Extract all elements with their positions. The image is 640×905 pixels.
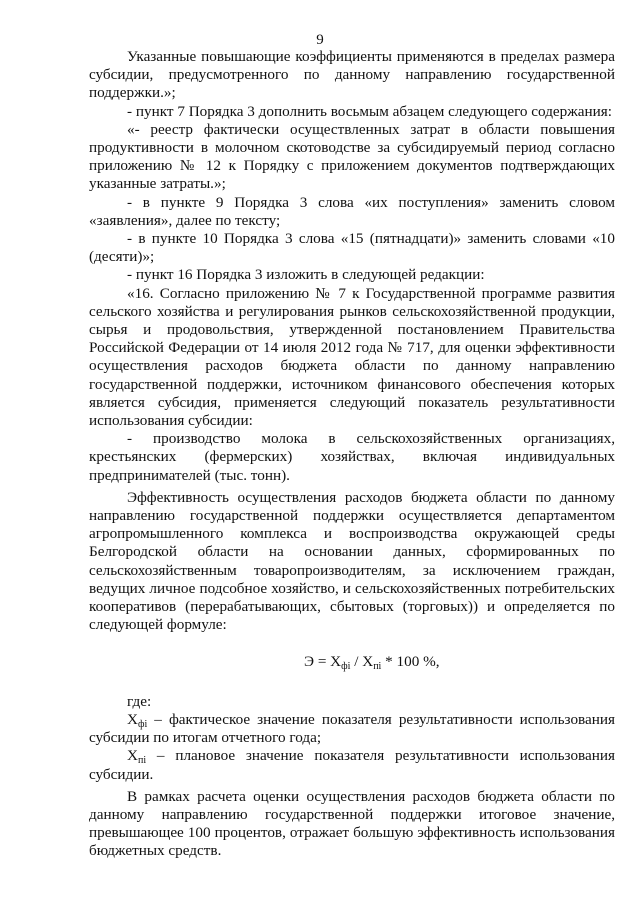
paragraph: - пункт 7 Порядка 3 дополнить восьмым абзацем следующего содержания: xyxy=(127,102,612,120)
definition-planned: $Х_{пi}$ – плановое значение показателя результативности использования субсидии. xyxy=(89,747,615,783)
definition-actual: $Х_{фi}$ – фактическое значение показателя результативности использования субсидии по итогам отчетного года; xyxy=(89,710,615,747)
document-body xyxy=(89,48,615,861)
paragraph: Эффективность осуществления расходов бюджета области по данному направлению государственной поддержки осуществляется департаментом агропромышленного комплекса и воспроизводства окружающей среды Белгородской области на основании данных, сформированных по сельскохозяйственным товаропроизводителям, за исключением граждан, ведущих личное подсобное хозяйство, и сельскохозяйственных потребительских кооперативов (перерабатывающих, сбытовых (торговых)) и определяется по следующей формуле: xyxy=(89,488,615,634)
paragraph: - производство молока в сельскохозяйственных организациях, крестьянских (фермерских) хозяйствах, включая индивидуальных предпринимателей (тыс. тонн). xyxy=(89,430,615,484)
paragraph: «- реестр фактически осуществленных затрат в области повышения продуктивности в молочном скотоводстве за субсидируемый период согласно приложению № 12 к Порядку с приложением документов подтверждающих указанные затраты.»; xyxy=(89,120,615,193)
where-label: где: xyxy=(127,692,152,710)
page-number: 9 xyxy=(316,32,324,48)
paragraph: - пункт 16 Порядка 3 изложить в следующей редакции: xyxy=(127,266,485,284)
final-paragraph: В рамках расчета оценки осуществления расходов бюджета области по данному направлению государственной поддержки итоговое значение, превышающее 100 процентов, отражает большую эффективность использования бюджетных средств. xyxy=(89,787,615,860)
paragraph: - в пункте 10 Порядка 3 слова «15 (пятнадцати)» заменить словами «10 (десяти)»; xyxy=(89,230,615,266)
efficiency-formula: $Э = Х_{фi} / Х_{пi} * 100$ %, xyxy=(304,652,440,672)
paragraph: - в пункте 9 Порядка 3 слова «их поступления» заменить словом «заявления», далее по тексту; xyxy=(89,193,615,229)
paragraph: «16. Согласно приложению № 7 к Государственной программе развития сельского хозяйства и регулирования рынков сельскохозяйственной продукции, сырья и продовольствия, утвержденной постановлением Правительства Российской Федерации от 14 июля 2012 года № 717, для оценки эффективности осуществления расходов бюджета области по данному направлению государственной поддержки, источником финансового обеспечения которых является субсидия, применяется следующий показатель результативности использования субсидии: xyxy=(89,284,615,430)
paragraph: Указанные повышающие коэффициенты применяются в пределах размера субсидии, предусмотренного по данному направлению государственной поддержки.»; xyxy=(89,48,615,102)
